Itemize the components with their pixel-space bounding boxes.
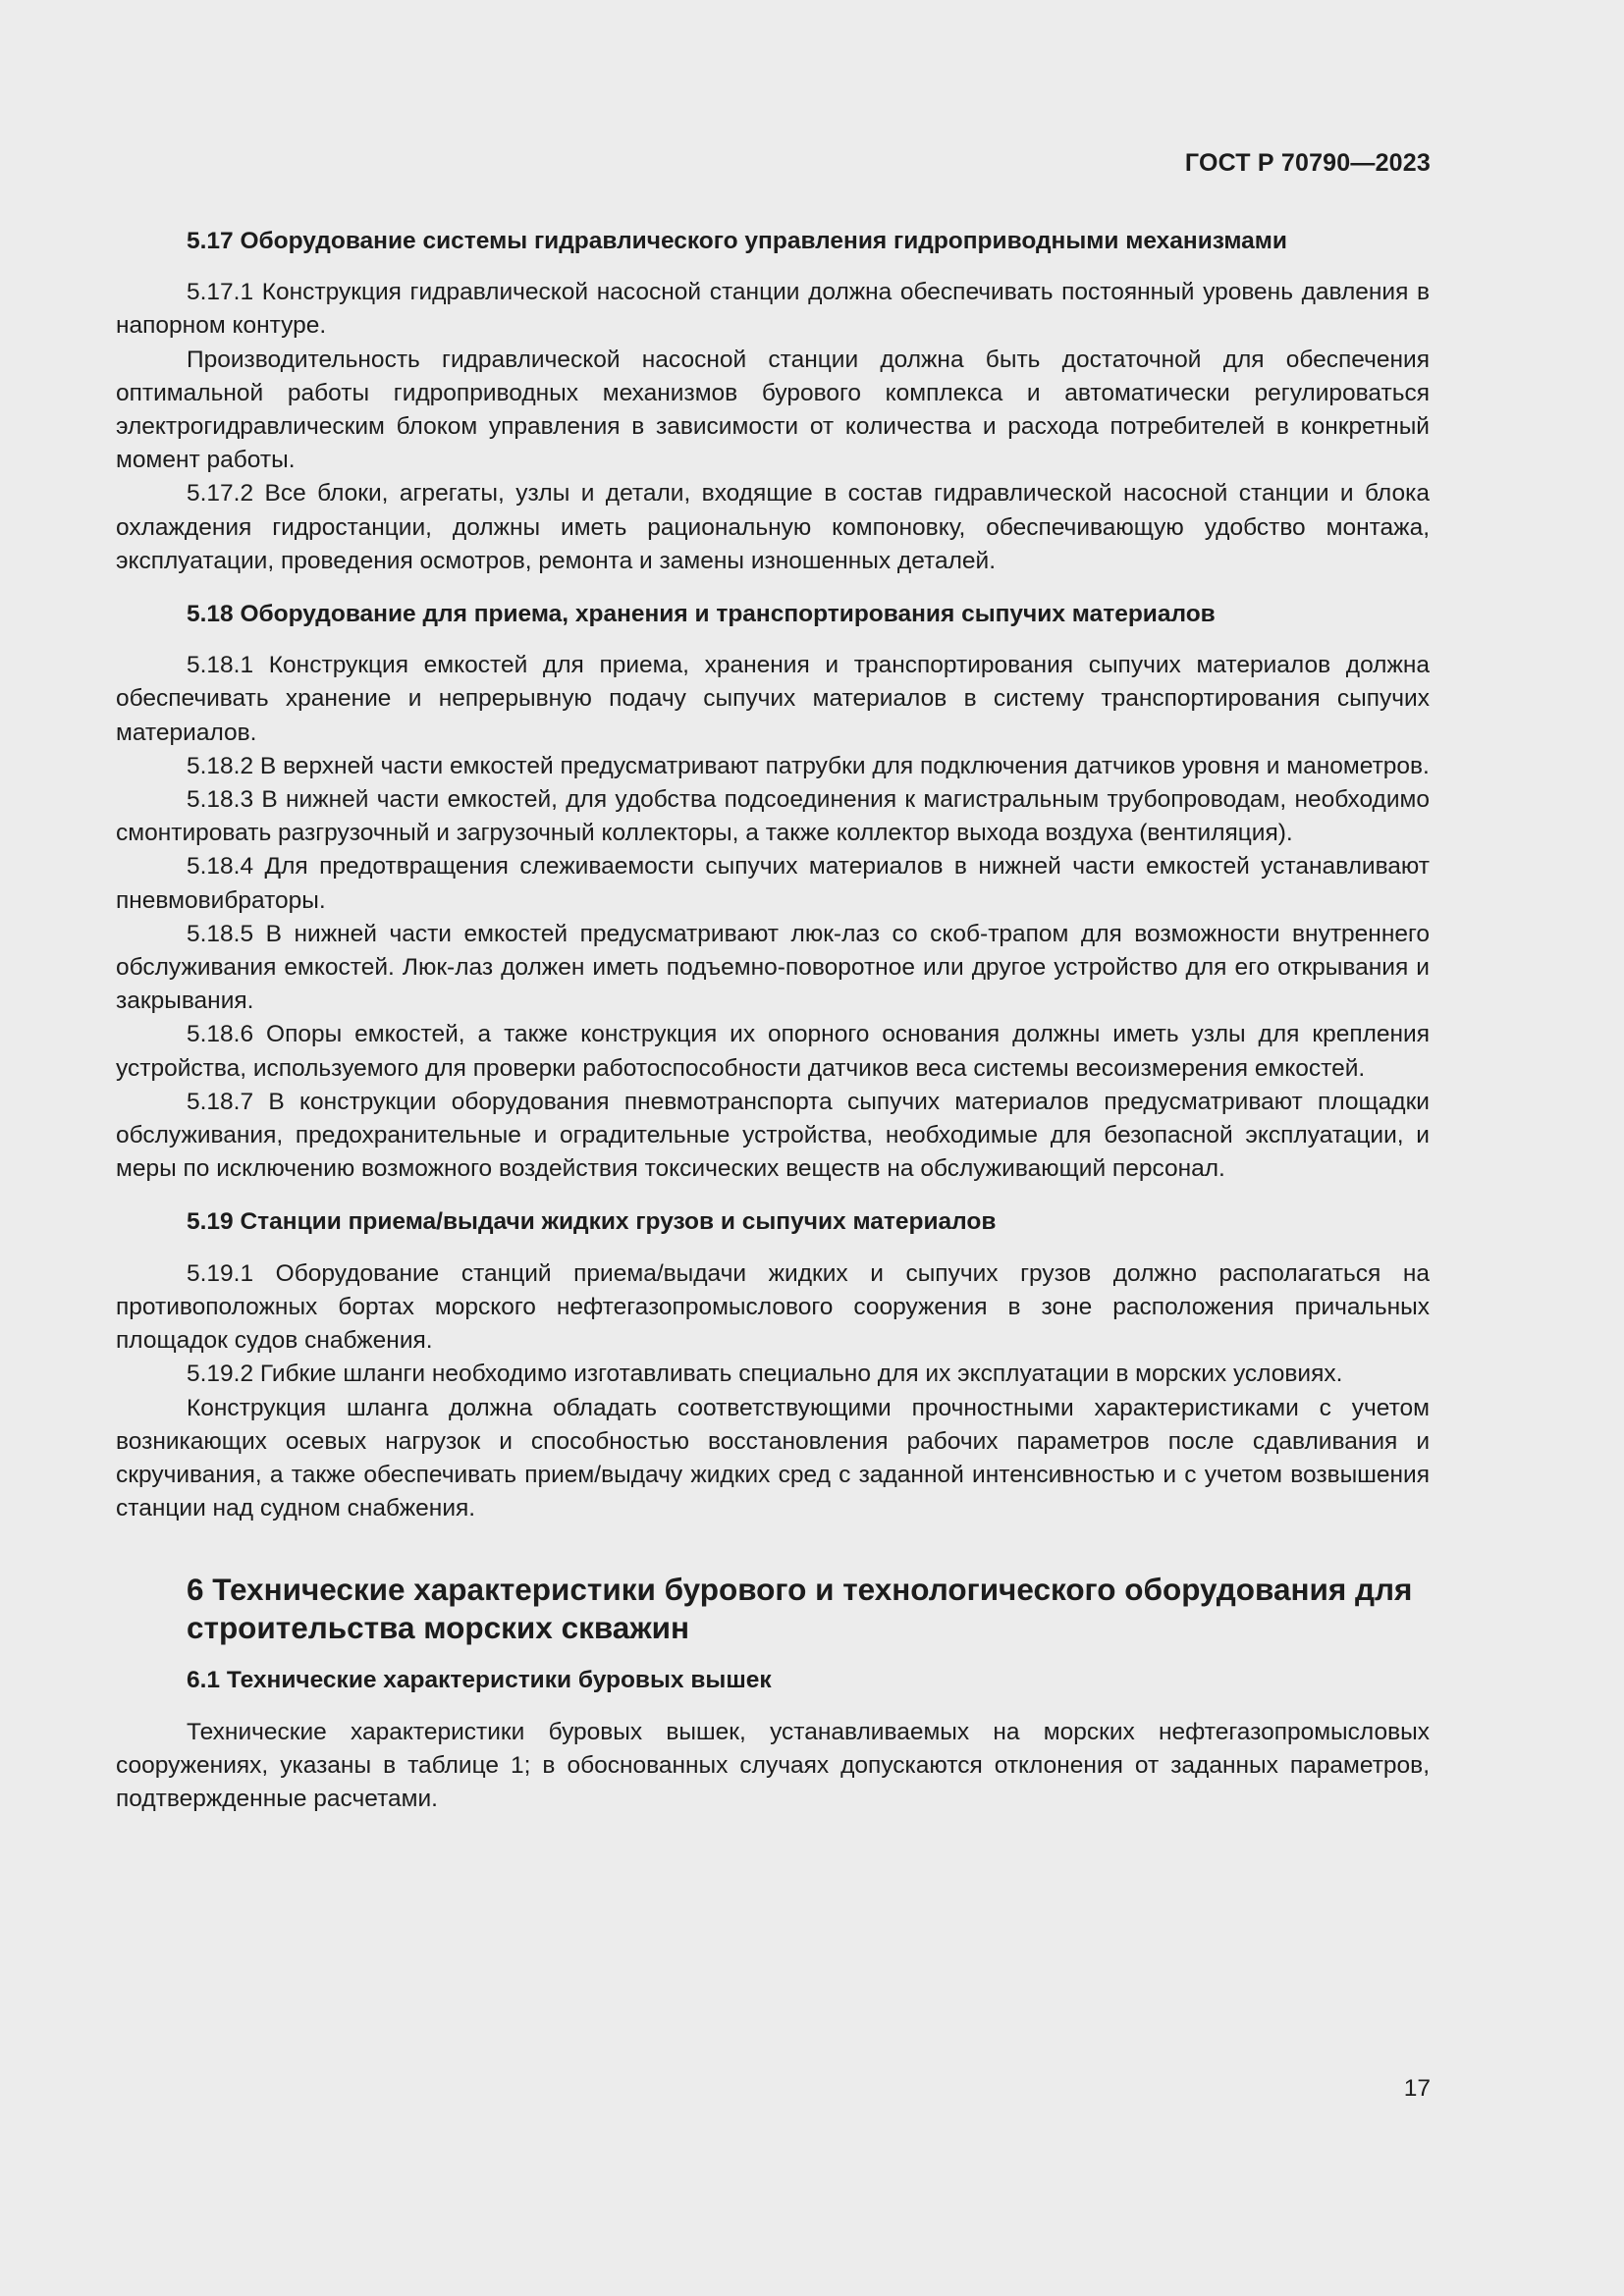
paragraph-5-18-6: 5.18.6 Опоры емкостей, а также конструкция их опорного основания должны иметь узлы для крепления устройства, используемого для проверки работоспособности датчиков веса системы весоизмерения емкостей. bbox=[116, 1021, 1430, 1082]
paragraph-6-1: Технические характеристики буровых вышек, устанавливаемых на морских нефтегазопромысловых сооружениях, указаны в таблице 1; в обоснованных случаях допускаются отклонения от заданных параметров, подтвержденные расчетами. bbox=[116, 1718, 1430, 1812]
paragraph-5-19-2: 5.19.2 Гибкие шланги необходимо изготавливать специально для их эксплуатации в морских условиях. bbox=[187, 1361, 1343, 1388]
paragraph-5-18-5: 5.18.5 В нижней части емкостей предусматривают люк-лаз со скоб-трапом для возможности внутреннего обслуживания емкостей. Люк-лаз должен иметь подъемно-поворотное или другое устройство для его открывания и закрывания. bbox=[116, 920, 1430, 1015]
paragraph-5-17-1: 5.17.1 Конструкция гидравлической насосной станции должна обеспечивать постоянный уровень давления в напорном контуре. bbox=[116, 279, 1430, 340]
section-heading-5-18: 5.18 Оборудование для приема, хранения и транспортирования сыпучих материалов bbox=[187, 601, 1216, 628]
section-heading-5-17: 5.17 Оборудование системы гидравлического управления гидроприводными механизмами bbox=[187, 228, 1287, 254]
page-body bbox=[116, 225, 1430, 1816]
paragraph-5-17-1-continued: Производительность гидравлической насосной станции должна быть достаточной для обеспечения оптимальной работы гидроприводных механизмов бурового комплекса и автоматически регулироваться электрогидравлическим блоком управления в зависимости от количества и расхода потребителей в конкретный момент работы. bbox=[116, 346, 1430, 474]
paragraph-5-18-3: 5.18.3 В нижней части емкостей, для удобства подсоединения к магистральным трубопроводам, необходимо смонтировать разгрузочный и загрузочный коллекторы, а также коллектор выхода воздуха (вентиляция). bbox=[116, 786, 1430, 847]
paragraph-5-19-1: 5.19.1 Оборудование станций приема/выдачи жидких и сыпучих грузов должно располагаться на противоположных бортах морского нефтегазопромыслового сооружения в зоне расположения причальных площадок судов снабжения. bbox=[116, 1259, 1430, 1355]
paragraph-5-18-1: 5.18.1 Конструкция емкостей для приема, хранения и транспортирования сыпучих материалов должна обеспечивать хранение и непрерывную подачу сыпучих материалов в систему транспортирования сыпучих материалов. bbox=[116, 652, 1430, 746]
paragraph-5-18-7: 5.18.7 В конструкции оборудования пневмотранспорта сыпучих материалов предусматривают площадки обслуживания, предохранительные и оградительные устройства, необходимые для безопасной эксплуатации, и меры по исключению возможного воздействия токсических веществ на обслуживающий персонал. bbox=[116, 1088, 1430, 1183]
chapter-heading-6: 6 Технические характеристики бурового и технологического оборудования для строительства морских скважин bbox=[187, 1572, 1413, 1645]
document-code-header: ГОСТ Р 70790—2023 bbox=[1184, 149, 1431, 177]
paragraph-5-18-2: 5.18.2 В верхней части емкостей предусматривают патрубки для подключения датчиков уровня и манометров. bbox=[187, 752, 1430, 779]
paragraph-5-19-2-continued: Конструкция шланга должна обладать соответствующими прочностными характеристиками с учетом возникающих осевых нагрузок и способностью восстановления рабочих параметров после сдавливания и скручивания, а также обеспечивать прием/выдачу жидких сред с заданной интенсивностью и с учетом возвышения станции над судном снабжения. bbox=[116, 1394, 1430, 1522]
page-number: 17 bbox=[1403, 2075, 1431, 2102]
section-heading-5-19: 5.19 Станции приема/выдачи жидких грузов и сыпучих материалов bbox=[187, 1208, 997, 1236]
paragraph-5-17-2: 5.17.2 Все блоки, агрегаты, узлы и детали, входящие в состав гидравлической насосной станции и блока охлаждения гидростанции, должны иметь рациональную компоновку, обеспечивающую удобство монтажа, эксплуатации, проведения осмотров, ремонта и замены изношенных деталей. bbox=[116, 480, 1430, 574]
section-heading-6-1: 6.1 Технические характеристики буровых вышек bbox=[187, 1667, 772, 1694]
paragraph-5-18-4: 5.18.4 Для предотвращения слеживаемости сыпучих материалов в нижней части емкостей устанавливают пневмовибраторы. bbox=[116, 853, 1430, 914]
